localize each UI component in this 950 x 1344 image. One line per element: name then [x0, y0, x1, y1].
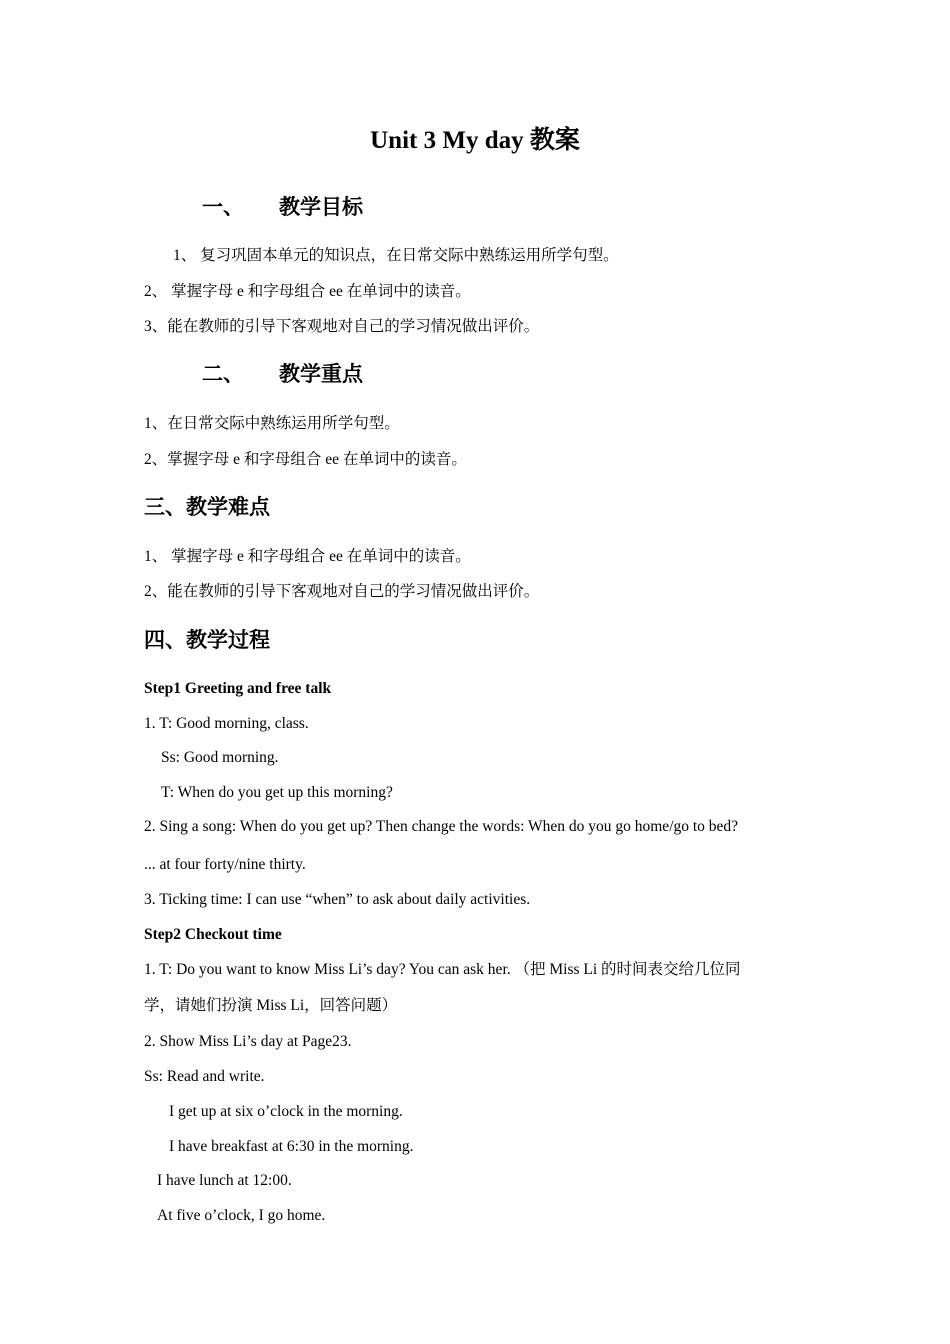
- key-point-item: 1、在日常交际中熟练运用所学句型。: [144, 415, 400, 432]
- step-line: Ss: Read and write.: [144, 1068, 265, 1085]
- step-line: 1. T: Good morning, class.: [144, 715, 309, 732]
- step-line: I have breakfast at 6:30 in the morning.: [169, 1138, 414, 1155]
- step-line: 1. T: Do you want to know Miss Li’s day? You can ask her. （把 Miss Li 的时间表交给几位同: [144, 961, 741, 978]
- step-line: 2. Show Miss Li’s day at Page23.: [144, 1033, 352, 1050]
- step-line: I get up at six o’clock in the morning.: [169, 1103, 403, 1120]
- step-line: 2. Sing a song: When do you get up? Then change the words: When do you go home/go to bed?: [144, 818, 739, 835]
- document-title: Unit 3 My day 教案: [370, 127, 580, 154]
- step-line: ... at four forty/nine thirty.: [144, 856, 306, 873]
- difficulty-item: 2、能在教师的引导下客观地对自己的学习情况做出评价。: [144, 583, 540, 600]
- step-title: Step2 Checkout time: [144, 926, 282, 943]
- step-line: I have lunch at 12:00.: [157, 1172, 292, 1189]
- step-line: At five o’clock, I go home.: [157, 1207, 326, 1224]
- step-line: T: When do you get up this morning?: [161, 784, 393, 801]
- section-heading-objectives: [202, 193, 363, 221]
- section-heading-difficulties: 三、教学难点: [144, 495, 270, 519]
- step-line: 学，请她们扮演 Miss Li，回答问题）: [144, 997, 398, 1014]
- section-number: 一、: [202, 195, 244, 219]
- key-point-item: 2、掌握字母 e 和字母组合 ee 在单词中的读音。: [144, 451, 467, 468]
- step-line: Ss: Good morning.: [161, 749, 279, 766]
- objective-item: 1、 复习巩固本单元的知识点，在日常交际中熟练运用所学句型。: [173, 247, 619, 264]
- section-heading-key-points: [202, 360, 363, 388]
- step-title: Step1 Greeting and free talk: [144, 680, 332, 697]
- section-title: 教学重点: [279, 362, 363, 386]
- objective-item: 3、能在教师的引导下客观地对自己的学习情况做出评价。: [144, 318, 540, 335]
- section-number: 二、: [202, 362, 244, 386]
- section-heading-procedure: 四、教学过程: [144, 628, 270, 652]
- section-title: 教学目标: [279, 195, 363, 219]
- difficulty-item: 1、 掌握字母 e 和字母组合 ee 在单词中的读音。: [144, 548, 471, 565]
- objective-item: 2、 掌握字母 e 和字母组合 ee 在单词中的读音。: [144, 283, 471, 300]
- step-line: 3. Ticking time: I can use “when” to ask about daily activities.: [144, 891, 531, 908]
